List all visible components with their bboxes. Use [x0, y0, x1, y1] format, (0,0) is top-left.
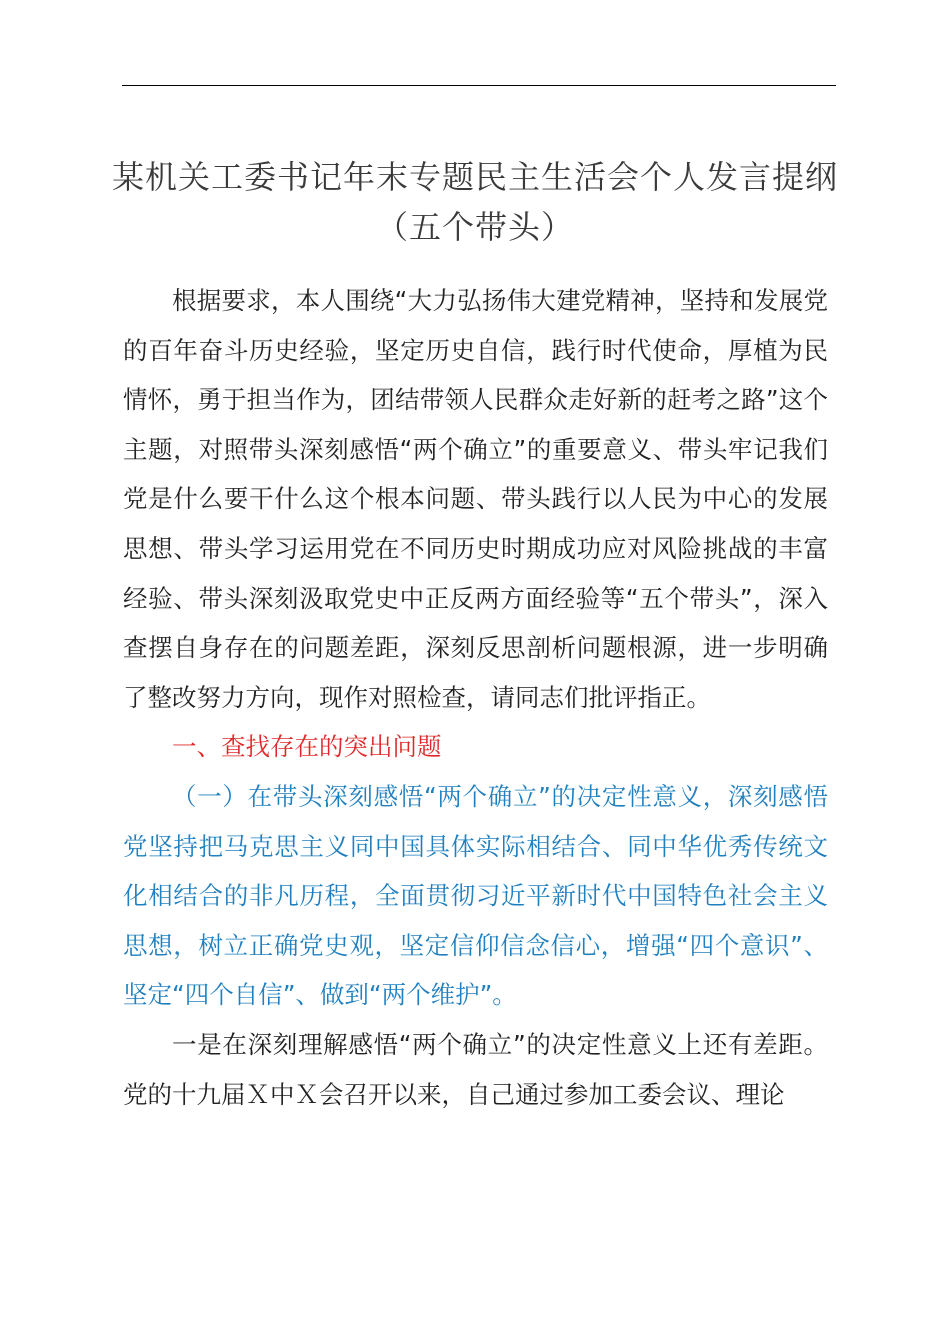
document-body	[123, 276, 828, 1119]
intro-paragraph: 根据要求，本人围绕“大力弘扬伟大建党精神，坚持和发展党的百年奋斗历史经验，坚定历史自信，践行时代使命，厚植为民情怀，勇于担当作为，团结带领人民群众走好新的赶考之路”这个主题，对照带头深刻感悟“两个确立”的重要意义、带头牢记我们党是什么要干什么这个根本问题、带头践行以人民为中心的发展思想、带头学习运用党在不同历史时期成功应对风险挑战的丰富经验、带头深刻汲取党史中正反两方面经验等“五个带头”，深入查摆自身存在的问题差距，深刻反思剖析问题根源，进一步明确了整改努力方向，现作对照检查，请同志们批评指正。	[123, 286, 828, 712]
header-rule	[122, 85, 836, 86]
subsection-heading: （一）在带头深刻感悟“两个确立”的决定性意义，深刻感悟党坚持把马克思主义同中国具体实际相结合、同中华优秀传统文化相结合的非凡历程，全面贯彻习近平新时代中国特色社会主义思想，树立正确党史观，坚定信仰信念信心，增强“四个意识”、坚定“四个自信”、做到“两个维护”。	[123, 781, 828, 1010]
point-paragraph: 一是在深刻理解感悟“两个确立”的决定性意义上还有差距。党的十九届Ｘ中Ｘ会召开以来，自己通过参加工委会议、理论	[123, 1029, 828, 1109]
section-heading: 一、查找存在的突出问题	[172, 732, 442, 762]
document-title: 某机关工委书记年末专题民主生活会个人发言提纲（五个带头）	[111, 158, 838, 246]
